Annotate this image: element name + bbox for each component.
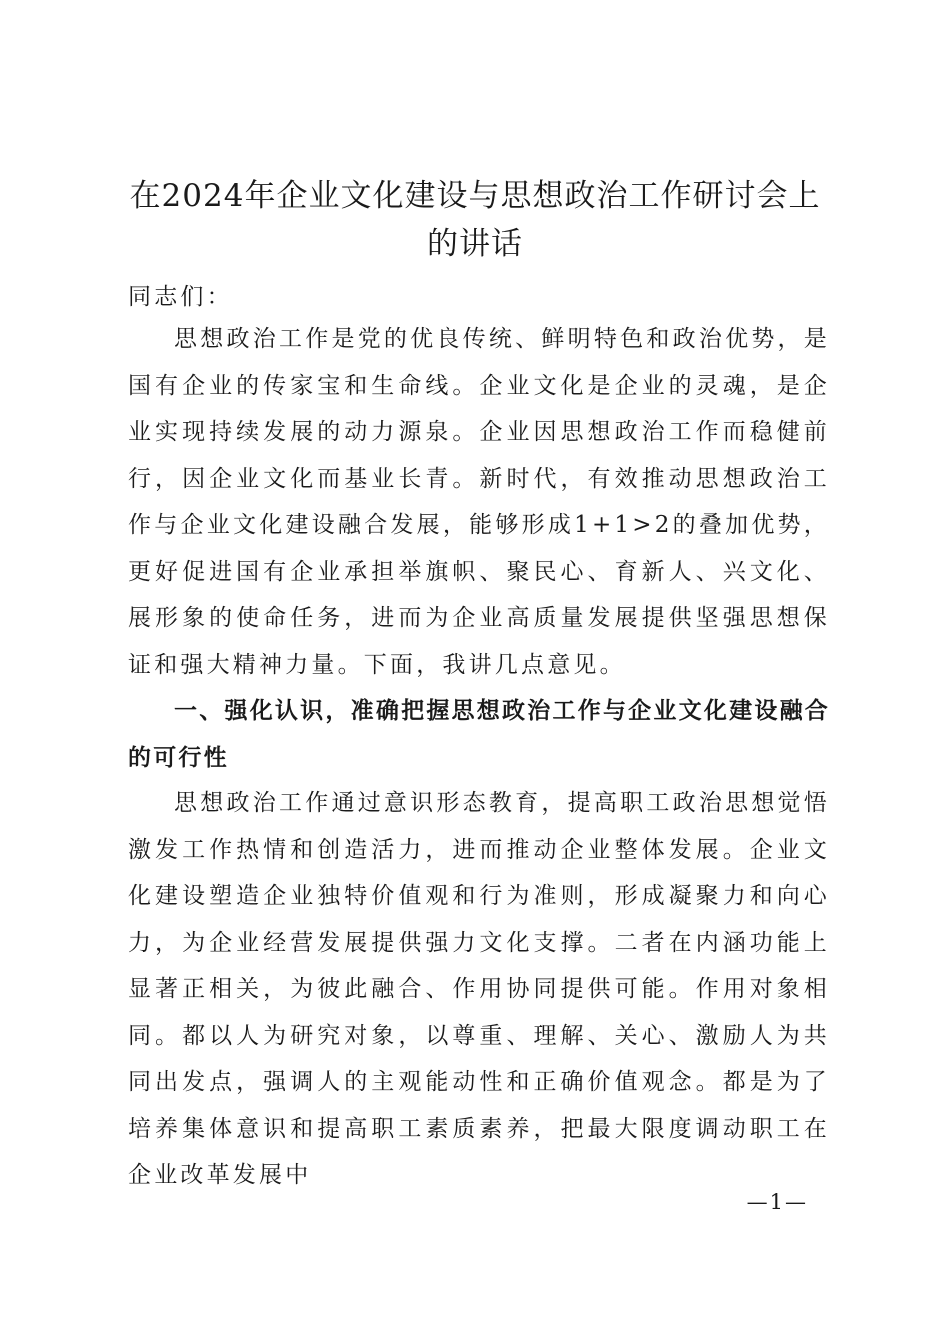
section-heading-1: 一、强化认识，准确把握思想政治工作与企业文化建设融合的可行性 bbox=[128, 698, 830, 771]
paragraph-intro: 思想政治工作是党的优良传统、鲜明特色和政治优势，是国有企业的传家宝和生命线。企业文化是企业的灵魂，是企业实现持续发展的动力源泉。企业因思想政治工作而稳健前行，因企业文化而基业长青。新时代，有效推动思想政治工作与企业文化建设融合发展，能够形成1+1>2的叠加优势，更好促进国有企业承担举旗帜、聚民心、育新人、兴文化、展形象的使命任务，进而为企业高质量发展提供坚强思想保证和强大精神力量。下面，我讲几点意见。 bbox=[128, 326, 830, 678]
page-number: —1— bbox=[746, 1190, 808, 1214]
paragraph-section-1: 思想政治工作通过意识形态教育，提高职工政治思想觉悟激发工作热情和创造活力，进而推动企业整体发展。企业文化建设塑造企业独特价值观和行为准则，形成凝聚力和向心力，为企业经营发展提供强力文化支撑。二者在内涵功能上显著正相关，为彼此融合、作用协同提供可能。作用对象相同。都以人为研究对象，以尊重、理解、关心、激励人为共同出发点，强调人的主观能动性和正确价值观念。都是为了培养集体意识和提高职工素质素养，把最大限度调动职工在企业改革发展中 bbox=[128, 790, 830, 1188]
document-title: 在2024年企业文化建设与思想政治工作研讨会上的讲话 bbox=[129, 178, 821, 262]
salutation: 同志们： bbox=[128, 284, 233, 310]
